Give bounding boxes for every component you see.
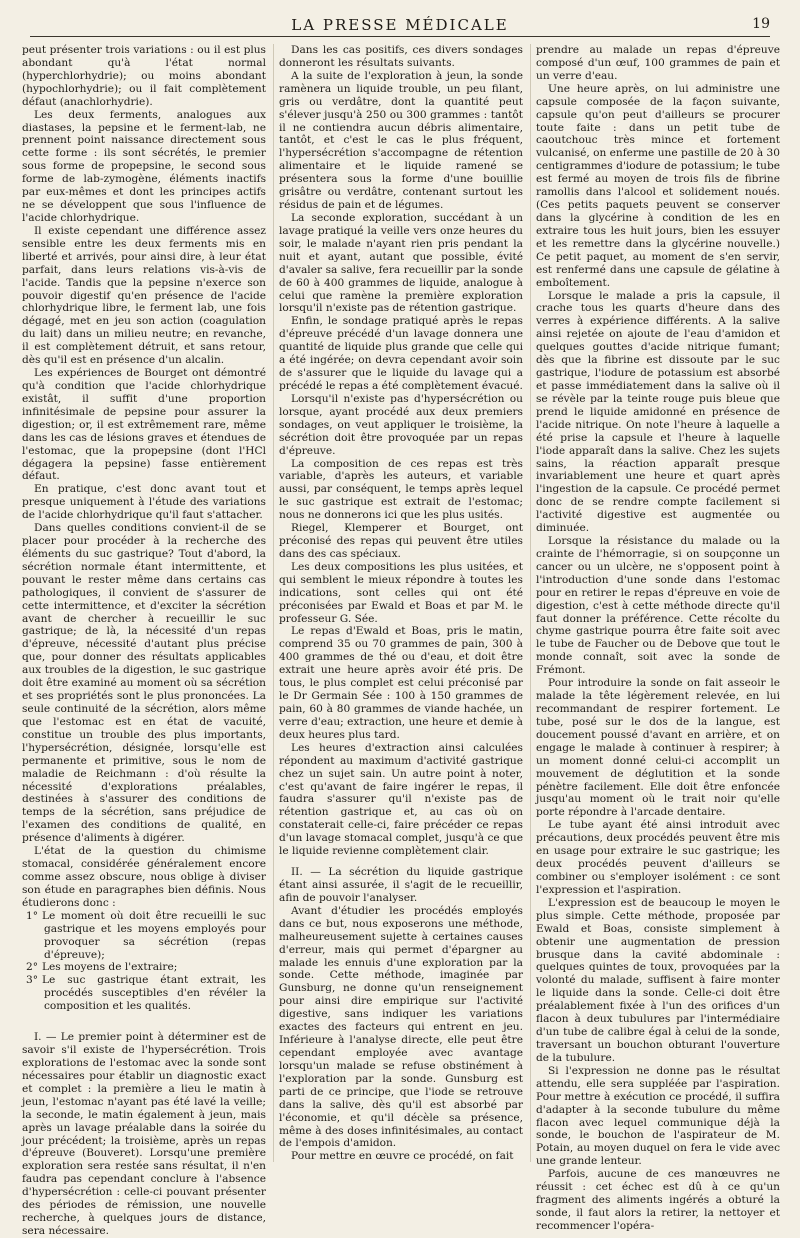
list-text: Le moment où doit être recueilli le suc gastrique et les moyens employés pour provoquer sa sécrétion (repas d'épreuve);	[42, 909, 266, 961]
paragraph: Les deux ferments, analogues aux diastases, la pepsine et le ferment-lab, ne prennent point naissance directement sous cette forme : ils sont sécrétés, le premier sous forme de propepsine, le second sous forme de lab-zymogène, éléments inactifs par eux-mêmes et dont les principes actifs ne se développent que sous l'influence de l'acide chlorhydrique.	[22, 108, 266, 224]
paragraph: peut présenter trois variations : ou il est plus abondant qu'à l'état normal (hyperchlorhydrie); ou moins abondant (hypochlorhydrie); ou il fait complètement défaut (anachlorhydrie).	[22, 44, 266, 108]
paragraph: La seconde exploration, succédant à un lavage pratiqué la veille vers onze heures du soir, le malade n'ayant rien pris pendant la nuit et ayant, autant que possible, évité d'avaler sa salive, fera recueillir par la sonde de 60 à 400 grammes de liquide, analogue à celui que ramène la première exploration lorsqu'il n'existe pas de rétention gastrique.	[279, 211, 523, 315]
paragraph: A la suite de l'exploration à jeun, la sonde ramènera un liquide trouble, un peu filant, gris ou verdâtre, dont la quantité peut s'élever jusqu'à 250 ou 300 grammes : tantôt il ne contiendra aucun débris alimentaire, tantôt, et c'est le cas le plus fréquent, l'hypersécrétion s'accompagne de rétention alimentaire et le liquide ramené se présentera sous la forme d'une bouillie grisâtre ou verdâtre, contenant surtout les résidus de pain et de légumes.	[279, 69, 523, 212]
list-item	[22, 961, 266, 974]
paragraph: Parfois, aucune de ces manœuvres ne réussit : cet échec est dû à ce qu'un fragment des aliments ingérés a obturé la sonde, il faut alors la retirer, la nettoyer et recommencer l'opéra-	[536, 1168, 780, 1232]
paragraph: Avant d'étudier les procédés employés dans ce but, nous exposerons une méthode, malheureusement sujette à certaines causes d'erreur, mais qui permet d'épargner au malade les ennuis d'une exploration par la sonde. Cette méthode, imaginée par Gunsburg, ne donne qu'un renseignement pour ainsi dire empirique sur l'activité digestive, sans indiquer les variations exactes des facteurs qui entrent en jeu. Inférieure à l'analyse directe, elle peut être cependant employée avec avantage lorsqu'un malade se refuse obstinément à l'exploration par la sonde. Gunsburg est parti de ce principe, que l'iode se retrouve dans la salive, dès qu'il est absorbé par l'économie, et qu'il décèle sa présence, même à des doses infinitésimales, au contact de l'empois d'amidon.	[279, 904, 523, 1150]
paragraph: Pour mettre en œuvre ce procédé, on fait	[291, 1150, 514, 1163]
column-divider	[530, 44, 531, 1162]
numbered-list	[22, 910, 266, 1013]
paragraph: Les deux compositions les plus usitées, et qui semblent le mieux répondre à toutes les indications, sont celles qui ont été préconisées par Ewald et Boas et par M. le professeur G. Sée.	[279, 560, 523, 625]
list-number: 2°	[26, 961, 39, 974]
column-2	[279, 44, 523, 1162]
list-number: 1°	[26, 909, 39, 922]
paragraph: Le tube ayant été ainsi introduit avec précautions, deux procédés peuvent être mis en usage pour extraire le suc gastrique; les deux procédés peuvent d'ailleurs se combiner ou s'employer isolément : ce sont l'expression et l'aspiration.	[536, 819, 780, 896]
text-columns	[22, 44, 788, 1237]
paragraph: En pratique, c'est donc avant tout et presque uniquement à l'étude des variations de l'acide chlorhydrique qu'il faut s'attacher.	[22, 483, 266, 522]
paragraph: L'état de la question du chimisme stomacal, considérée généralement encore comme assez obscure, nous oblige à diviser son étude en paragraphes bien définis. Nous étudierons donc :	[22, 845, 266, 909]
paragraph: L'expression est de beaucoup le moyen le plus simple. Cette méthode, proposée par Ewald et Boas, consiste simplement à obtenir une augmentation de pression brusque dans la cavité abdominale : quelques quintes de toux, provoquées par la volonté du malade, suffisent à faire monter le liquide dans la sonde. Celle-ci doit être préalablement fixée à l'un des orifices d'un flacon à deux tubulures par l'intermédiaire d'un tube de calibre égal à celui de la sonde, traversant un bouchon obturant l'ouverture de la tubulure.	[536, 896, 780, 1064]
column-divider	[273, 44, 274, 1162]
paragraph: La composition de ces repas est très variable, d'après les auteurs, et variable aussi, par conséquent, le temps après lequel le suc gastrique est extrait de l'estomac; nous ne donnerons ici que les plus usités.	[279, 457, 523, 522]
paragraph: Il existe cependant une différence assez sensible entre les deux ferments mis en liberté et arrivés, pour ainsi dire, à leur état parfait, dans leurs relations vis-à-vis de l'acide. Tandis que la pepsine n'exerce son pouvoir digestif qu'en présence de l'acide chlorhydrique libre, le ferment lab, une fois dégagé, met en jeu son action (coagulation du lait) dans un milieu neutre; en revanche, il est complètement détruit, et sans retour, dès qu'il est en présence d'un alcalin.	[22, 224, 266, 367]
paragraph: Les heures d'extraction ainsi calculées répondent au maximum d'activité gastrique chez un sujet sain. Un autre point à noter, c'est qu'avant de faire ingérer le repas, il faudra s'assurer qu'il n'existe pas de rétention gastrique et, au cas où on constaterait celle-ci, faire précéder ce repas d'un lavage stomacal complet, jusqu'à ce que le liquide revienne complètement clair.	[279, 741, 523, 858]
column-3	[536, 44, 780, 1232]
paragraph: Pour introduire la sonde on fait asseoir le malade la tête légèrement relevée, en lui recommandant de respirer fortement. Le tube, posé sur le dos de la langue, est doucement poussé d'avant en arrière, et on engage le malade à continuer à respirer; à un moment donné celui-ci accomplit un mouvement de déglutition et la sonde pénètre facilement. Elle doit être enfoncée jusqu'au moment où le trait noir qu'elle porte répondre à l'arcade dentaire.	[536, 677, 780, 819]
section-paragraph: II. — La sécrétion du liquide gastrique étant ainsi assurée, il s'agit de le recueillir, afin de pouvoir l'analyser.	[279, 866, 523, 904]
paragraph: Enfin, le sondage pratiqué après le repas d'épreuve précédé d'un lavage donnera une quantité de liquide plus grande que celle qui a été ingérée; on devra cependant avoir soin de s'assurer que le liquide du lavage qui a précédé le repas a été complètement évacué.	[279, 315, 523, 392]
paragraph: Dans quelles conditions convient-il de se placer pour procéder à la recherche des éléments du suc gastrique? Tout d'abord, la sécrétion normale étant intermittente, et pouvant le rester même dans certains cas pathologiques, il convient de s'assurer de cette intermittence, et d'exciter la sécrétion avant de chercher à recueillir le suc gastrique; de là, la nécessité d'un repas d'épreuve, nécessité d'autant plus précise que, pour donner des résultats applicables aux troubles de la digestion, le suc gastrique doit être examiné au moment où sa sécrétion et ses propriétés sont le plus prononcées. La seule continuité de la sécrétion, alors même que l'estomac est en état de vacuité, constitue un trouble des plus importants, l'hypersécrétion, désignée, lorsqu'elle est permanente et primitive, sous le nom de maladie de Reichmann : d'où résulte la nécessité d'explorations préalables, destinées à s'assurer des conditions de temps de la sécrétion, sans préjudice de l'examen des conditions de qualité, en présence d'aliments à digérer.	[22, 522, 266, 845]
paragraph: prendre au malade un repas d'épreuve composé d'un œuf, 100 grammes de pain et un verre d'eau.	[536, 44, 780, 82]
paragraph: Une heure après, on lui administre une capsule composée de la façon suivante, capsule qu'on peut d'ailleurs se procurer toute faite : dans un petit tube de caoutchouc très mince et fortement vulcanisé, on enferme une pastille de 20 à 30 centigrammes d'iodure de potassium; le tube est fermé au moyen de trois fils de fibrine ramollis dans l'alcool et solidement noués. (Ces petits paquets peuvent se conserver dans la glycérine à condition de les en extraire tous les huit jours, bien les essuyer et les remettre dans la glycérine nouvelle.) Ce petit paquet, au moment de s'en servir, est renfermé dans une capsule de gélatine à emboîtement.	[536, 82, 780, 289]
list-text: Les moyens de l'extraire;	[42, 961, 178, 974]
page-number: 19	[752, 16, 770, 32]
running-header	[30, 14, 770, 37]
paragraph: Riegel, Klemperer et Bourget, ont préconisé des repas qui peuvent être utiles dans des cas spéciaux.	[279, 522, 523, 560]
paragraph: Lorsque le malade a pris la capsule, il crache tous les quarts d'heure dans des verres à expérience différents. A la salive ainsi rejetée on ajoute de l'eau d'amidon et quelques gouttes d'acide nitrique fumant; dès que la fibrine est dissoute par le suc gastrique, l'iodure de potassium est absorbé et passe immédiatement dans la salive où il se révèle par la teinte rouge puis bleue que prend le liquide amidonné en présence de l'acide nitrique. On note l'heure à laquelle a été prise la capsule et l'heure à laquelle l'iode apparaît dans la salive. Chez les sujets sains, la réaction apparaît presque invariablement une heure et quart après l'ingestion de la capsule. Ce procédé permet donc de se rendre compte facilement si l'activité digestive est augmentée ou diminuée.	[536, 289, 780, 535]
list-number: 3°	[26, 974, 39, 987]
section-paragraph: I. — Le premier point à déterminer est de savoir s'il existe de l'hypersécrétion. Trois explorations de l'estomac avec la sonde sont nécessaires pour établir un diagnostic exact et complet : la première a lieu le matin à jeun, l'estomac n'ayant pas été lavé la veille; la seconde, le matin également à jeun, mais après un lavage préalable dans la soirée du jour précédent; la troisième, après un repas d'épreuve (Bouveret). Lorsqu'une première exploration sera restée sans résultat, il n'en faudra pas cependant conclure à l'absence d'hypersécrétion : celle-ci pouvant présenter des périodes de rémission, une nouvelle recherche, à quelques jours de distance, sera nécessaire.	[22, 1031, 266, 1237]
paragraph: Si l'expression ne donne pas le résultat attendu, elle sera suppléée par l'aspiration. Pour mettre à exécution ce procédé, il suffira d'adapter à la seconde tubulure du même flacon avec lequel communique déjà la sonde, le bouchon de l'aspirateur de M. Potain, au moyen duquel on fera le vide avec une grande lenteur.	[536, 1064, 780, 1168]
list-item	[22, 910, 266, 962]
list-text: Le suc gastrique étant extrait, les procédés susceptibles d'en révéler la composition et les qualités.	[42, 974, 266, 1013]
paragraph: Dans les cas positifs, ces divers sondages donneront les résultats suivants.	[279, 44, 523, 69]
paragraph: Le repas d'Ewald et Boas, pris le matin, comprend 35 ou 70 grammes de pain, 300 à 400 grammes de thé ou d'eau, et doit être extrait une heure après avoir été pris. De tous, le plus complet est celui préconisé par le Dr Germain Sée : 100 à 150 grammes de pain, 60 à 80 grammes de viande hachée, un verre d'eau; extraction, une heure et demie à deux heures plus tard.	[279, 625, 523, 741]
paragraph: Les expériences de Bourget ont démontré qu'à condition que l'acide chlorhydrique existât, il suffit d'une proportion infinitésimale de pepsine pour assurer la digestion; or, il est extrêmement rare, même dans les cas de lésions graves et étendues de l'estomac, que la propepsine (dont l'HCl dégagera la pepsine) fasse entièrement défaut.	[22, 367, 266, 483]
paragraph: Lorsqu'il n'existe pas d'hypersécrétion ou lorsque, ayant procédé aux deux premiers sondages, on veut appliquer le troisième, la sécrétion doit être provoquée par un repas d'épreuve.	[279, 392, 523, 457]
list-item	[22, 974, 266, 1013]
column-1	[22, 44, 266, 1237]
journal-title: LA PRESSE MÉDICALE	[291, 16, 509, 34]
paragraph: Lorsque la résistance du malade ou la crainte de l'hémorragie, si on soupçonne un cancer ou un ulcère, ne s'opposent point à l'introduction d'une sonde dans l'estomac pour en retirer le repas d'épreuve en voie de digestion, c'est à cette méthode directe qu'il faut donner la préférence. Cette récolte du chyme gastrique pourra être faite soit avec le tube de Faucher ou de Debove que tout le monde connaît, soit avec la sonde de Frémont.	[536, 535, 780, 677]
